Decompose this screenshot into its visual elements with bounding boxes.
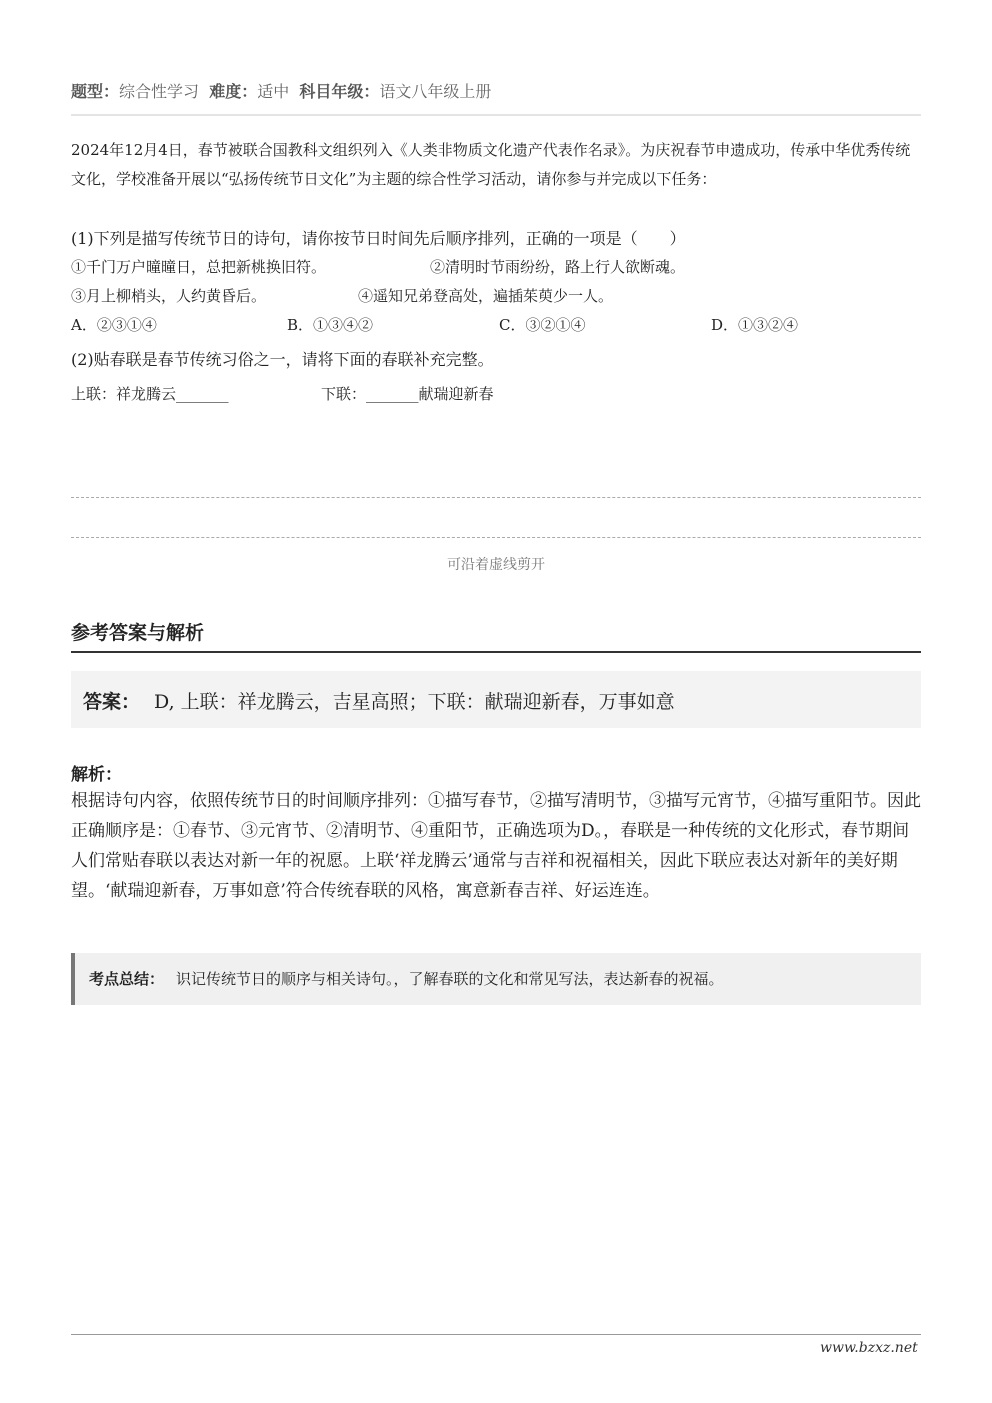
summary-label: 考点总结：	[89, 970, 165, 988]
type-label: 题型：	[71, 82, 120, 101]
answer-text: D, 上联：祥龙腾云，吉星高照；下联：献瑞迎新春，万事如意	[154, 691, 675, 713]
footer-divider	[71, 1334, 921, 1335]
section-divider	[71, 651, 921, 653]
analysis-label: 解析：	[71, 765, 122, 785]
summary-box	[71, 953, 921, 1005]
cut-line	[71, 537, 921, 538]
lower-couplet: 下联：_______献瑞迎新春	[321, 385, 494, 403]
difficulty-label: 难度：	[209, 82, 258, 101]
answer-box	[71, 671, 921, 728]
question-2: (2)贴春联是春节传统习俗之一，请将下面的春联补充完整。	[71, 350, 494, 369]
divider	[71, 114, 921, 116]
answer-label: 答案：	[83, 691, 141, 713]
section-title: 参考答案与解析	[71, 622, 205, 644]
poem-1: ①千门万户曈曈日，总把新桃换旧符。	[71, 258, 327, 276]
poem-4: ④遥知兄弟登高处，遍插茱萸少一人。	[358, 287, 614, 305]
option-c: C．③②①④	[499, 316, 586, 334]
upper-couplet: 上联：祥龙腾云_______	[71, 385, 229, 403]
subject-value: 语文八年级上册	[379, 82, 492, 101]
option-b: B．①③④②	[287, 316, 374, 334]
poem-2: ②清明时节雨纷纷，路上行人欲断魂。	[430, 258, 686, 276]
option-d: D．①③②④	[711, 316, 799, 334]
analysis-text: 根据诗句内容，依照传统节日的时间顺序排列：①描写春节，②描写清明节，③描写元宵节，④描写重阳节。因此正确顺序是：①春节、③元宵节、②清明节、④重阳节，正确选项为D。，春联是一种传统的文化形式，春节期间人们常贴春联以表达对新一年的祝愿。上联‘祥龙腾云’通常与吉祥和祝福相关，因此下联应表达对新年的美好期望。‘献瑞迎新春，万事如意’符合传统春联的风格，寓意新春吉祥、好运连连。	[71, 791, 921, 901]
question-intro: 2024年12月4日，春节被联合国教科文组织列入《人类非物质文化遗产代表作名录》。为庆祝春节申遗成功，传承中华优秀传统文化，学校准备开展以“弘扬传统节日文化”为主题的综合性学习活动，请你参与并完成以下任务：	[71, 141, 911, 188]
difficulty-value: 适中	[257, 82, 290, 101]
question-1: (1)下列是描写传统节日的诗句，请你按节日时间先后顺序排列，正确的一项是（ ）	[71, 229, 686, 248]
meta-line	[71, 79, 491, 102]
option-a: A．②③①④	[71, 316, 157, 334]
poem-3: ③月上柳梢头，人约黄昏后。	[71, 287, 267, 305]
footer-url: www.bzxz.net	[820, 1340, 918, 1356]
type-value: 综合性学习	[119, 82, 200, 101]
cut-hint: 可沿着虚线剪开	[447, 557, 545, 573]
summary-text: 识记传统节日的顺序与相关诗句。，了解春联的文化和常见写法，表达新春的祝福。	[176, 970, 724, 988]
subject-label: 科目年级：	[299, 82, 380, 101]
cut-line	[71, 497, 921, 498]
